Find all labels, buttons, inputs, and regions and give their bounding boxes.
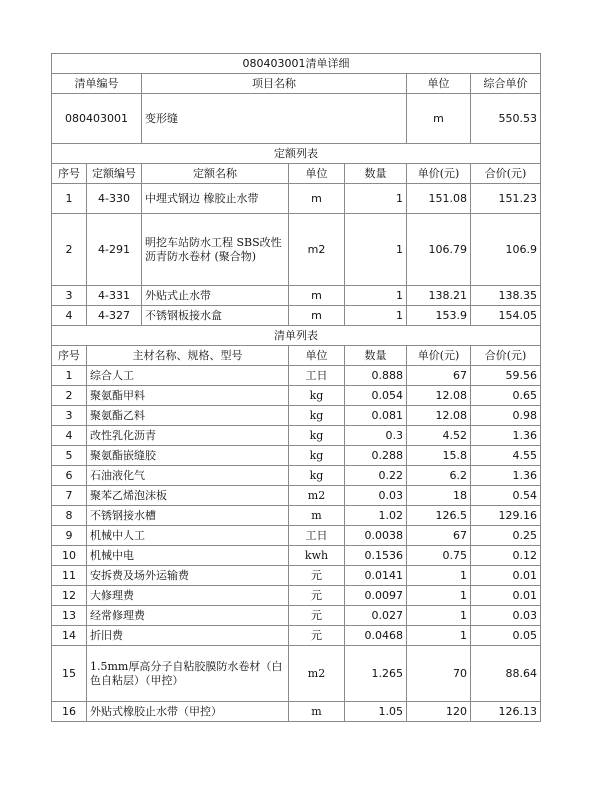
material-price: 18 [407,486,471,506]
item-row [52,94,541,144]
material-price: 1 [407,566,471,586]
material-unit: m [289,506,345,526]
material-name-header: 主材名称、规格、型号 [87,346,289,366]
quota-price: 151.08 [407,184,471,214]
material-no: 7 [52,486,87,506]
material-total: 0.65 [471,386,541,406]
price-header: 综合单价 [471,74,541,94]
material-total: 126.13 [471,702,541,722]
detail-table [51,53,541,722]
material-unit: kg [289,466,345,486]
material-row [52,466,541,486]
material-total: 129.16 [471,506,541,526]
quota-no: 2 [52,214,87,286]
list-section-row [52,326,541,346]
quota-qty-header: 数量 [345,164,407,184]
material-unit: 元 [289,566,345,586]
material-qty: 0.22 [345,466,407,486]
material-row [52,506,541,526]
quota-total-header: 合价(元) [471,164,541,184]
quota-total: 151.23 [471,184,541,214]
material-price: 12.08 [407,386,471,406]
material-no: 16 [52,702,87,722]
material-no: 10 [52,546,87,566]
material-price: 70 [407,646,471,702]
material-unit: kwh [289,546,345,566]
material-price: 1 [407,586,471,606]
material-qty: 0.0141 [345,566,407,586]
material-name: 折旧费 [87,626,289,646]
material-qty: 0.3 [345,426,407,446]
material-name: 1.5mm厚高分子自粘胶膜防水卷材（白色自粘层）（甲控） [87,646,289,702]
material-row [52,366,541,386]
material-qty: 0.0097 [345,586,407,606]
material-no: 2 [52,386,87,406]
material-unit-header: 单位 [289,346,345,366]
unit-header: 单位 [407,74,471,94]
material-name: 机械中人工 [87,526,289,546]
material-row [52,546,541,566]
material-row [52,526,541,546]
list-section-title: 清单列表 [52,326,541,346]
material-qty: 0.027 [345,606,407,626]
material-total: 59.56 [471,366,541,386]
material-row [52,626,541,646]
material-name: 经常修理费 [87,606,289,626]
material-total: 0.25 [471,526,541,546]
material-qty-header: 数量 [345,346,407,366]
material-total-header: 合价(元) [471,346,541,366]
material-qty: 0.1536 [345,546,407,566]
quota-row [52,306,541,326]
material-price: 1 [407,606,471,626]
title-row [52,54,541,74]
material-unit: 工日 [289,526,345,546]
material-row [52,702,541,722]
quota-unit: m [289,184,345,214]
material-name: 机械中电 [87,546,289,566]
material-name: 大修理费 [87,586,289,606]
material-name: 聚氨酯乙料 [87,406,289,426]
material-unit: kg [289,406,345,426]
material-unit: 元 [289,586,345,606]
material-row [52,406,541,426]
material-qty: 0.081 [345,406,407,426]
quota-header-row [52,164,541,184]
material-name: 聚苯乙烯泡沫板 [87,486,289,506]
material-price: 1 [407,626,471,646]
quota-qty: 1 [345,214,407,286]
material-qty: 0.888 [345,366,407,386]
item-name: 变形缝 [142,94,407,144]
quota-code: 4-330 [87,184,142,214]
material-price: 15.8 [407,446,471,466]
material-header-row [52,346,541,366]
material-price: 4.52 [407,426,471,446]
material-total: 0.98 [471,406,541,426]
material-price: 126.5 [407,506,471,526]
quota-price: 153.9 [407,306,471,326]
item-unit: m [407,94,471,144]
item-header-row [52,74,541,94]
material-name: 外贴式橡胶止水带（甲控） [87,702,289,722]
material-row [52,646,541,702]
material-row [52,446,541,466]
quota-unit-header: 单位 [289,164,345,184]
material-unit: 工日 [289,366,345,386]
material-qty: 1.02 [345,506,407,526]
quota-price: 106.79 [407,214,471,286]
material-total: 1.36 [471,466,541,486]
quota-price-header: 单价(元) [407,164,471,184]
material-name: 石油液化气 [87,466,289,486]
material-row [52,586,541,606]
material-no: 5 [52,446,87,466]
material-no: 3 [52,406,87,426]
material-qty: 1.05 [345,702,407,722]
material-total: 0.01 [471,566,541,586]
name-header: 项目名称 [142,74,407,94]
quota-total: 138.35 [471,286,541,306]
material-row [52,486,541,506]
quota-no: 3 [52,286,87,306]
material-no: 1 [52,366,87,386]
material-no: 15 [52,646,87,702]
quota-qty: 1 [345,306,407,326]
material-unit: m [289,702,345,722]
material-total: 0.05 [471,626,541,646]
material-unit: kg [289,426,345,446]
material-qty: 0.0038 [345,526,407,546]
material-row [52,386,541,406]
quota-no: 4 [52,306,87,326]
quota-name: 外贴式止水带 [142,286,289,306]
material-no: 12 [52,586,87,606]
quota-row [52,184,541,214]
material-no: 6 [52,466,87,486]
material-total: 0.03 [471,606,541,626]
material-row [52,426,541,446]
quota-code: 4-327 [87,306,142,326]
item-code: 080403001 [52,94,142,144]
material-price-header: 单价(元) [407,346,471,366]
material-qty: 0.288 [345,446,407,466]
quota-total: 106.9 [471,214,541,286]
material-qty: 0.0468 [345,626,407,646]
quota-row [52,286,541,306]
material-price: 0.75 [407,546,471,566]
code-header: 清单编号 [52,74,142,94]
quota-row [52,214,541,286]
quota-name: 明挖车站防水工程 SBS改性沥青防水卷材 (聚合物) [142,214,289,286]
quota-name-header: 定额名称 [142,164,289,184]
quota-name: 中埋式钢边 橡胶止水带 [142,184,289,214]
material-no: 13 [52,606,87,626]
material-total: 4.55 [471,446,541,466]
material-unit: m2 [289,486,345,506]
quota-code: 4-331 [87,286,142,306]
quota-section-title: 定额列表 [52,144,541,164]
material-qty: 1.265 [345,646,407,702]
quota-price: 138.21 [407,286,471,306]
material-name: 综合人工 [87,366,289,386]
material-total: 1.36 [471,426,541,446]
material-unit: 元 [289,606,345,626]
material-unit: 元 [289,626,345,646]
material-row [52,566,541,586]
quota-name: 不锈钢板接水盒 [142,306,289,326]
material-no: 8 [52,506,87,526]
material-price: 12.08 [407,406,471,426]
quota-total: 154.05 [471,306,541,326]
material-no: 9 [52,526,87,546]
material-total: 0.54 [471,486,541,506]
quota-unit: m [289,306,345,326]
material-no: 4 [52,426,87,446]
material-qty: 0.054 [345,386,407,406]
material-unit: kg [289,386,345,406]
material-no: 11 [52,566,87,586]
quota-unit: m2 [289,214,345,286]
material-name: 安拆费及场外运输费 [87,566,289,586]
material-no: 14 [52,626,87,646]
material-name: 不锈钢接水槽 [87,506,289,526]
material-price: 67 [407,366,471,386]
material-name: 改性乳化沥青 [87,426,289,446]
quota-qty: 1 [345,286,407,306]
material-row [52,606,541,626]
material-no-header: 序号 [52,346,87,366]
quota-section-row [52,144,541,164]
quota-no-header: 序号 [52,164,87,184]
material-total: 88.64 [471,646,541,702]
quota-unit: m [289,286,345,306]
material-name: 聚氨酯嵌缝胶 [87,446,289,466]
quota-no: 1 [52,184,87,214]
item-price: 550.53 [471,94,541,144]
material-name: 聚氨酯甲料 [87,386,289,406]
material-price: 6.2 [407,466,471,486]
material-total: 0.01 [471,586,541,606]
material-price: 67 [407,526,471,546]
material-total: 0.12 [471,546,541,566]
quota-code: 4-291 [87,214,142,286]
material-price: 120 [407,702,471,722]
material-unit: kg [289,446,345,466]
material-unit: m2 [289,646,345,702]
quota-qty: 1 [345,184,407,214]
material-qty: 0.03 [345,486,407,506]
quota-code-header: 定额编号 [87,164,142,184]
table-title: 080403001清单详细 [52,54,541,74]
